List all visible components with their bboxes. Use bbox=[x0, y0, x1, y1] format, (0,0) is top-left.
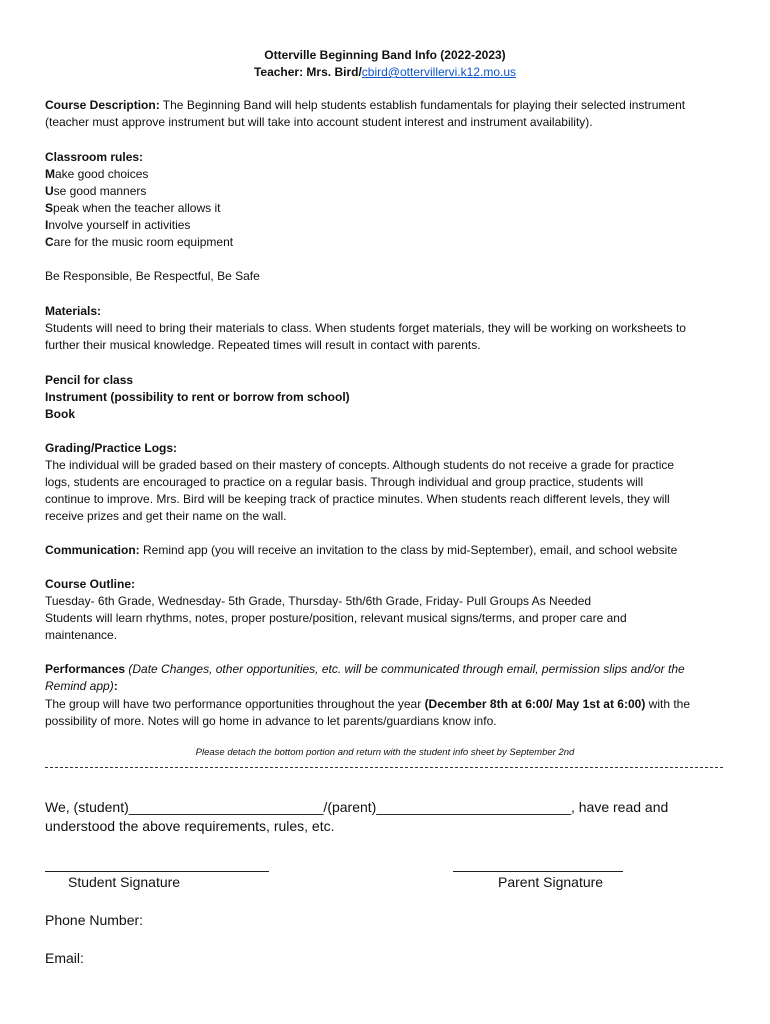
grading-text: The individual will be graded based on their mastery of concepts. Although students do not receive a grade for practice bbox=[45, 458, 675, 472]
course-outline-text: Students will learn rhythms, notes, proper posture/position, relevant musical signs/terms, and proper care and bbox=[45, 611, 627, 625]
course-description-label: Course Description: bbox=[45, 98, 160, 112]
grading-text: continue to improve. Mrs. Bird will be keeping track of practice minutes. When students reach different levels, they will bbox=[45, 492, 670, 506]
rules-motto: Be Responsible, Be Respectful, Be Safe bbox=[45, 269, 260, 283]
detach-note: Please detach the bottom portion and return with the student info sheet by September 2nd bbox=[195, 747, 575, 758]
page-title: Otterville Beginning Band Info (2022-2023) bbox=[264, 48, 506, 62]
rule-item: Make good choices bbox=[45, 167, 149, 181]
materials-heading: Materials: bbox=[45, 304, 102, 318]
teacher-email-link[interactable]: cbird@ottervillervi.k12.mo.us bbox=[361, 65, 517, 79]
materials-list-item: Pencil for class bbox=[45, 373, 134, 387]
performances-heading: Performances (Date Changes, other opportunities, etc. will be communicated through email, permission slips and/or the bbox=[45, 662, 685, 676]
course-outline-text: Tuesday- 6th Grade, Wednesday- 5th Grade, Thursday- 5th/6th Grade, Friday- Pull Groups As Needed bbox=[45, 594, 592, 608]
course-description-line-2: (teacher must approve instrument but will take into account student interest and instrument availability). bbox=[45, 115, 593, 129]
materials-list-item: Book bbox=[45, 407, 75, 421]
rule-item: Involve yourself in activities bbox=[45, 218, 191, 232]
communication: Communication: Remind app (you will receive an invitation to the class by mid-September), email, and school website bbox=[45, 543, 678, 557]
rule-item: Use good manners bbox=[45, 184, 147, 198]
phone-number-label: Phone Number: bbox=[45, 912, 144, 928]
rule-item: Speak when the teacher allows it bbox=[45, 201, 221, 215]
performance-dates: (December 8th at 6:00/ May 1st at 6:00) bbox=[424, 697, 646, 711]
form-statement: We, (student)_________________________/(parent)_________________________, have read and bbox=[45, 799, 669, 815]
performances-heading-line-2: Remind app): bbox=[45, 679, 118, 693]
communication-label: Communication: bbox=[45, 543, 140, 557]
student-signature-label: Student Signature bbox=[68, 874, 181, 890]
course-outline-text: maintenance. bbox=[45, 628, 118, 642]
form-statement-line-2: understood the above requirements, rules, etc. bbox=[45, 818, 335, 834]
grading-text: receive prizes and get their name on the wall. bbox=[45, 509, 287, 523]
parent-signature-label: Parent Signature bbox=[498, 874, 604, 890]
performances-text-line-2: possibility of more. Notes will go home in advance to let parents/guardians know info. bbox=[45, 714, 497, 728]
email-label: Email: bbox=[45, 950, 84, 966]
parent-signature-line[interactable] bbox=[453, 871, 623, 872]
course-outline-heading: Course Outline: bbox=[45, 577, 136, 591]
teacher-line: Teacher: Mrs. Bird/cbird@ottervillervi.k12.mo.us bbox=[253, 65, 517, 79]
grading-text: logs, students are encouraged to practice on a regular basis. Through individual and group practice, students will bbox=[45, 475, 644, 489]
grading-heading: Grading/Practice Logs: bbox=[45, 441, 178, 455]
student-signature-line[interactable] bbox=[45, 871, 269, 872]
materials-list-item: Instrument (possibility to rent or borrow from school) bbox=[45, 390, 350, 404]
materials-text: Students will need to bring their materials to class. When students forget materials, they will be working on worksheets to bbox=[45, 321, 686, 335]
classroom-rules-heading: Classroom rules: bbox=[45, 150, 144, 164]
materials-text-line-2: further their musical knowledge. Repeated times will result in contact with parents. bbox=[45, 338, 481, 352]
rule-item: Care for the music room equipment bbox=[45, 235, 234, 249]
detach-line bbox=[45, 767, 723, 768]
performances-text: The group will have two performance opportunities throughout the year (December 8th at 6:00/ May 1st at 6:00) with the bbox=[45, 697, 691, 711]
course-description: Course Description: The Beginning Band will help students establish fundamentals for playing their selected instrument bbox=[45, 98, 686, 112]
